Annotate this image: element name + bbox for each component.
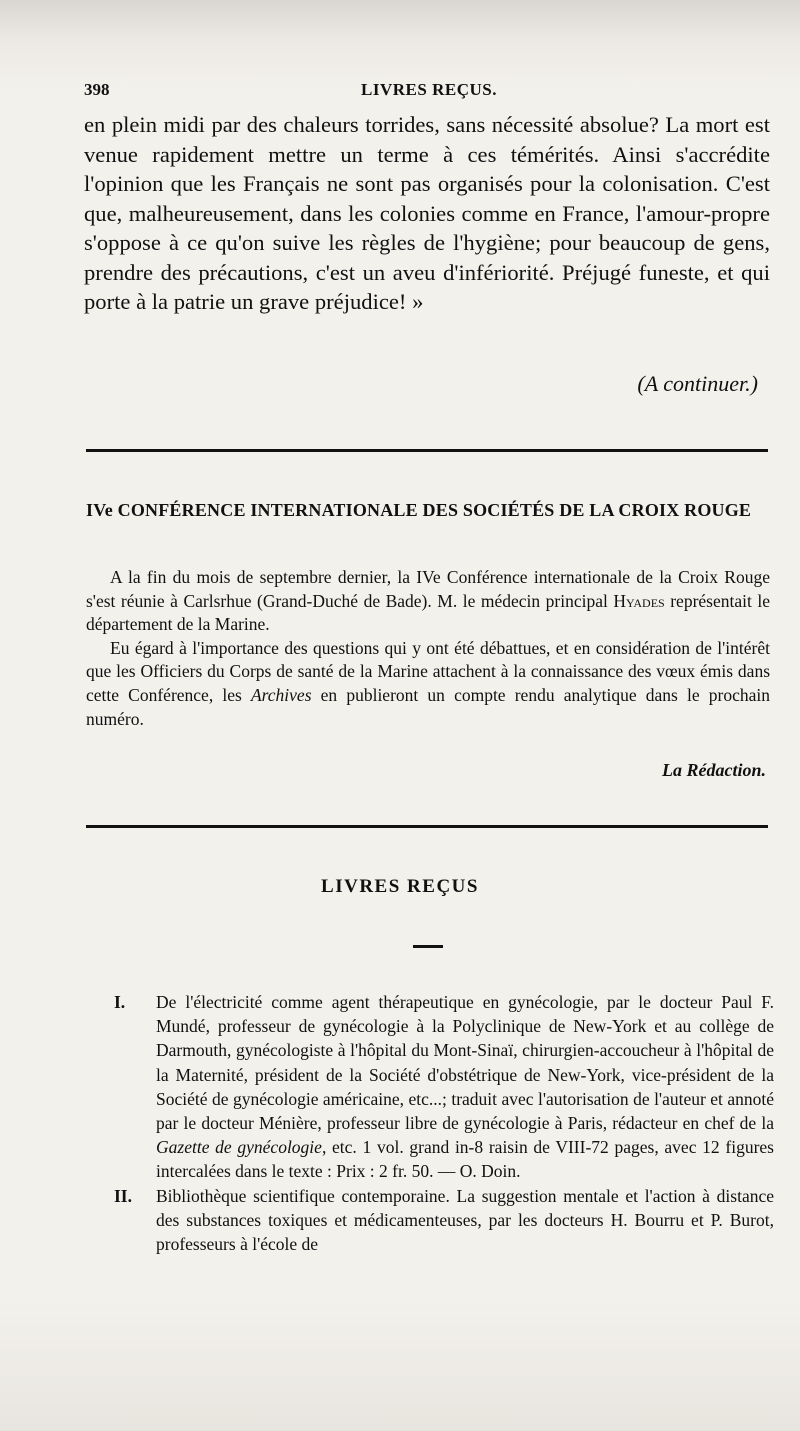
text-run: représentait le département de la Marine. [86,590,770,635]
list-item [114,1184,774,1257]
running-title: LIVRES REÇUS. [361,80,497,99]
text-run: De l'électricité comme agent thérapeutique en gynécologie, par le docteur Paul F. Mundé, professeur de gynécologie à la Polyclinique de New-York et au collège de Darmouth, gynécologiste à l'hôpital du Mont-Sinaï, chirurgien-accoucheur à l'hôpital de la Maternité, président de la Société d'obstétrique de New-York, vice-président de la Société de gynécologie américaine, etc...; traduit avec l'autorisation de l'auteur et annoté par le docteur Ménière, professeur libre de gynécologie à Paris, rédacteur en chef de la [156,992,774,1134]
article-paragraph: en plein midi par des chaleurs torrides, sans nécessité absolue? La mort est venue rapidement mettre un terme à ces témérités. Ainsi s'accrédite l'opinion que les Français ne sont pas organisés pour la colonisation. C'est que, malheureusement, dans les colonies comme en France, l'amour-propre s'oppose à ce qu'on suive les règles de l'hygiène; pour beaucoup de gens, prendre des précautions, c'est un aveu d'infériorité. Préjugé funeste, et qui porte à la patrie un grave préjudice! » [84,112,770,314]
text-run: , etc. 1 vol. grand in-8 raisin de VIII-72 pages, avec 12 figures intercalées dans le texte : Prix : 2 fr. 50. — O. Doin. [156,1137,774,1182]
person-name: Hyades [613,590,665,611]
section-divider [86,825,768,828]
continue-note: (A continuer.) [637,371,758,396]
text-run: en publieront un compte rendu analytique dans le prochain numéro. [86,684,770,729]
text-run: Eu égard à l'importance des questions qui y ont été débattues, et en considération de l'intérêt que les Officiers du Corps de santé de la Marine attachent à la connaissance des vœux émis dans cette Conférence, les [86,637,770,705]
books-list [114,990,774,1256]
list-item [114,990,774,1184]
item-text [156,1184,774,1257]
books-received-title: LIVRES REÇUS [321,876,479,897]
conference-title: IVe CONFÉRENCE INTERNATIONALE DES SOCIÉTÉS DE LA CROIX ROUGE [86,500,752,520]
text-run: A la fin du mois de septembre dernier, la IVe Conférence internationale de la Croix Rouge s'est réunie à Carlsrhue (Grand-Duché de Bade). M. le médecin principal [86,567,770,611]
article-continuation [84,110,770,317]
conference-body [86,566,770,731]
conference-paragraph-1 [86,566,770,637]
signature: La Rédaction. [662,760,766,780]
page-header [84,80,774,104]
item-text [156,990,774,1184]
conference-paragraph-2 [86,637,770,731]
item-number: I. [114,992,126,1012]
section-divider [86,449,768,452]
short-divider [413,945,443,948]
journal-name: Gazette de gynécologie [156,1137,322,1158]
text-run: Bibliothèque scientifique contemporaine. La suggestion mentale et l'action à distance des substances toxiques et médicamenteuses, par les docteurs H. Bourru et P. Burot, professeurs à l'école de [156,1185,774,1255]
item-number: II. [114,1185,132,1206]
page-number: 398 [84,80,110,99]
journal-name: Archives [250,684,312,705]
